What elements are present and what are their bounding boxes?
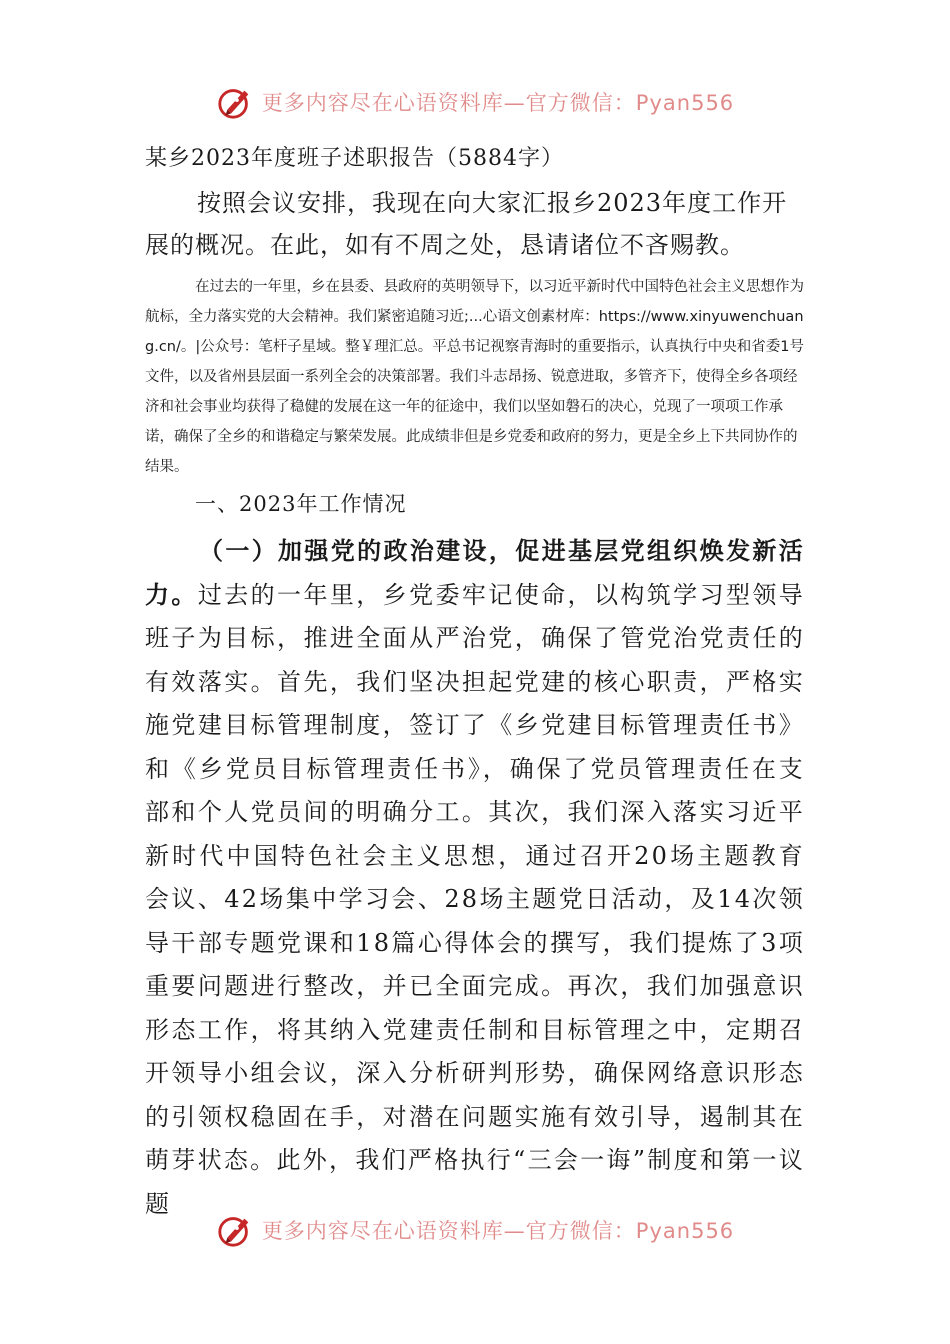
- subsection-heading: （一）加强党的政治建设，促进基层党组织焕发新活力。: [145, 537, 805, 609]
- header-banner: [0, 80, 950, 124]
- intro-paragraph: 在过去的一年里，乡在县委、县政府的英明领导下，以习近平新时代中国特色社会主义思想作为航标，全力落实党的大会精神。我们紧密追随习近;...心语文创素材库：https://www.xinyuwenchuang.cn/。|公众号：笔杆子星域。整￥理汇总。平总书记视察青海时的重要指示，认真执行中央和省委1号文件，以及省州县层面一系列全会的决策部署。我们斗志昂扬、锐意进取，多管齐下，使得全乡各项经济和社会事业均获得了稳健的发展在这一年的征途中，我们以坚如磐石的决心，兑现了一项项工作承诺，确保了全乡的和谐稳定与繁荣发展。此成绩非但是乡党委和政府的努力，更是全乡上下共同协作的结果。: [145, 279, 804, 475]
- pen-nib-logo-icon: [216, 83, 254, 121]
- banner-text: 更多内容尽在心语资料库—官方微信：Pyan556: [261, 91, 735, 115]
- lead-paragraph: 按照会议安排，我现在向大家汇报乡2023年度工作开展的概况。在此，如有不周之处，恳请诸位不吝赐教。: [145, 189, 788, 259]
- document-title: 某乡2023年度班子述职报告（5884字）: [145, 146, 564, 171]
- body-paragraph: [145, 530, 805, 1226]
- banner-text-footer: 更多内容尽在心语资料库—官方微信：Pyan556: [261, 1219, 735, 1243]
- body-text: 过去的一年里，乡党委牢记使命，以构筑学习型领导班子为目标，推进全面从严治党，确保了管党治党责任的有效落实。首先，我们坚决担起党建的核心职责，严格实施党建目标管理制度，签订了《乡党建目标管理责任书》和《乡党员目标管理责任书》，确保了党员管理责任在支部和个人党员间的明确分工。其次，我们深入落实习近平新时代中国特色社会主义思想，通过召开20场主题教育会议、42场集中学习会、28场主题党日活动，及14次领导干部专题党课和18篇心得体会的撰写，我们提炼了3项重要问题进行整改，并已全面完成。再次，我们加强意识形态工作，将其纳入党建责任制和目标管理之中，定期召开领导小组会议，深入分析研判形势，确保网络意识形态的引领权稳固在手，对潜在问题实施有效引导，遏制其在萌芽状态。此外，我们严格执行“三会一诲”制度和第一议题: [145, 580, 805, 1218]
- document-body: [145, 140, 805, 1226]
- section-heading: 一、2023年工作情况: [195, 492, 407, 516]
- footer-banner: [0, 1208, 950, 1252]
- pen-nib-logo-icon: [216, 1211, 254, 1249]
